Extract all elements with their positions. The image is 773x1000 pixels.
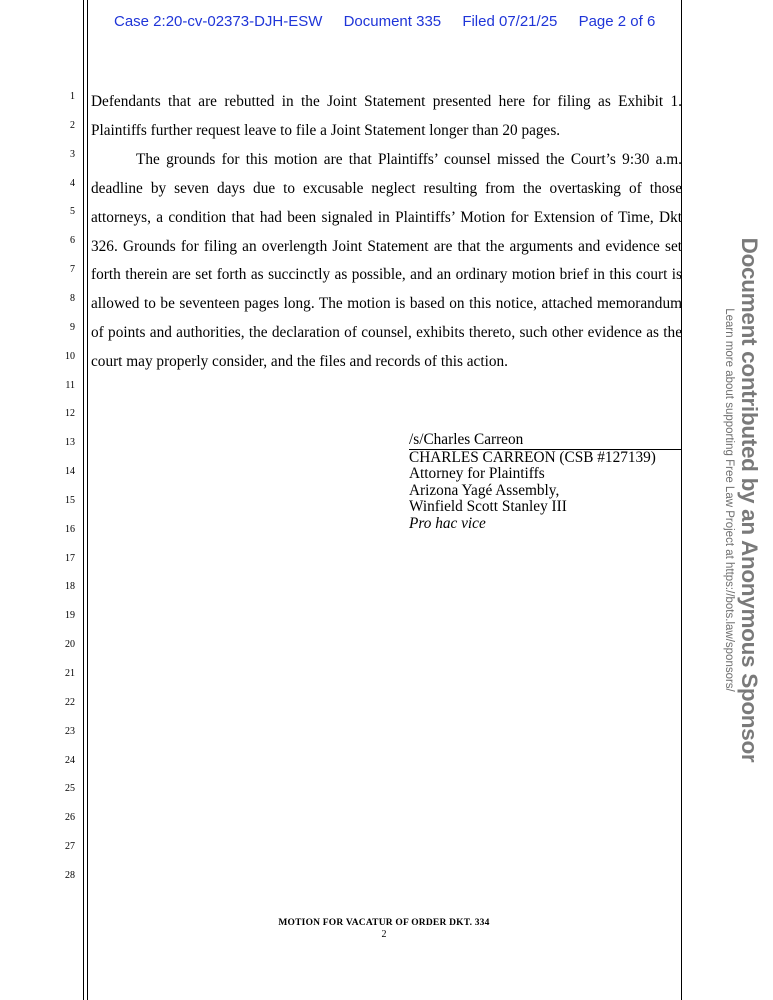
attorney-role: Attorney for Plaintiffs: [409, 465, 545, 482]
line-number: 19: [65, 610, 75, 622]
client-one: Arizona Yagé Assembly,: [409, 481, 560, 499]
line-number: 16: [65, 523, 75, 535]
pro-hac-vice: Pro hac vice: [409, 514, 486, 532]
line-number: 27: [65, 841, 75, 853]
page-count: Page 2 of 6: [578, 13, 656, 30]
line-number: 14: [65, 466, 75, 478]
line-number: 11: [65, 379, 75, 391]
left-margin-rule: [83, 0, 84, 1000]
watermark-link: Learn more about supporting Free Law Project at https://bots.law/sponsors/: [723, 308, 735, 692]
line-number: 18: [65, 581, 75, 593]
filed-date: Filed 07/21/25: [462, 13, 558, 30]
line-number: 3: [70, 148, 75, 160]
sponsor-watermark: [722, 238, 762, 763]
case-number: Case 2:20-cv-02373-DJH-ESW: [114, 13, 323, 30]
line-number: 25: [65, 783, 75, 795]
line-number: 2: [70, 119, 75, 131]
line-number: 4: [70, 177, 75, 189]
attorney-name: CHARLES CARREON (CSB #127139): [409, 448, 656, 466]
line-number: 5: [70, 206, 75, 218]
footer-page-number: 2: [381, 929, 387, 940]
line-number: 6: [70, 235, 75, 247]
line-number: 22: [65, 696, 75, 708]
line-number: 23: [65, 725, 75, 737]
line-number: 1: [70, 91, 75, 102]
watermark-main: Document contributed by an Anonymous Sponsor: [737, 237, 762, 763]
line-number: 7: [70, 264, 75, 276]
paragraph-grounds: The grounds for this motion are that Plaintiffs’ counsel missed the Court’s 9:30 a.m. deadline by seven days due to excusable neglect resulting from the overtasking of those attorneys, a condition that had been signaled in Plaintiffs’ Motion for Extension of Time, Dkt 326. Grounds for filing an overlength Joint Statement are that the arguments and evidence set forth therein are set forth as succinctly as possible, and an ordinary motion brief in this court is allowed to be seventeen pages long. The motion is based on this notice, attached memorandum of points and authorities, the declaration of counsel, exhibits thereto, such other evidence as the court may properly consider, and the files and records of this action.: [91, 150, 682, 371]
line-number: 12: [65, 408, 75, 420]
document-body: [91, 88, 682, 377]
line-number: 20: [65, 639, 75, 651]
line-number: 9: [70, 321, 75, 333]
client-two: Winfield Scott Stanley III: [409, 498, 567, 515]
document-number: Document 335: [343, 13, 442, 30]
paragraph-continuation: Defendants that are rebutted in the Joint Statement presented here for filing as Exhibit 1. Plaintiffs further request leave to file a Joint Statement longer than 20 pages.: [91, 93, 682, 139]
line-number: 17: [65, 552, 75, 564]
footer-title: MOTION FOR VACATUR OF ORDER DKT. 334: [278, 918, 490, 928]
signature-line: /s/Charles Carreon: [409, 432, 681, 450]
line-number: 8: [70, 292, 75, 304]
page-footer: [87, 918, 681, 940]
line-number: 24: [65, 754, 75, 766]
signature-block: [409, 432, 681, 532]
line-number: 10: [65, 350, 75, 362]
line-number: 15: [65, 494, 75, 506]
line-number: 13: [65, 437, 75, 449]
line-number: 26: [65, 812, 75, 824]
line-number: 21: [65, 668, 75, 679]
line-number: 28: [65, 869, 75, 881]
ecf-header: [114, 13, 672, 30]
left-margin-rule-inner: [87, 0, 88, 1000]
